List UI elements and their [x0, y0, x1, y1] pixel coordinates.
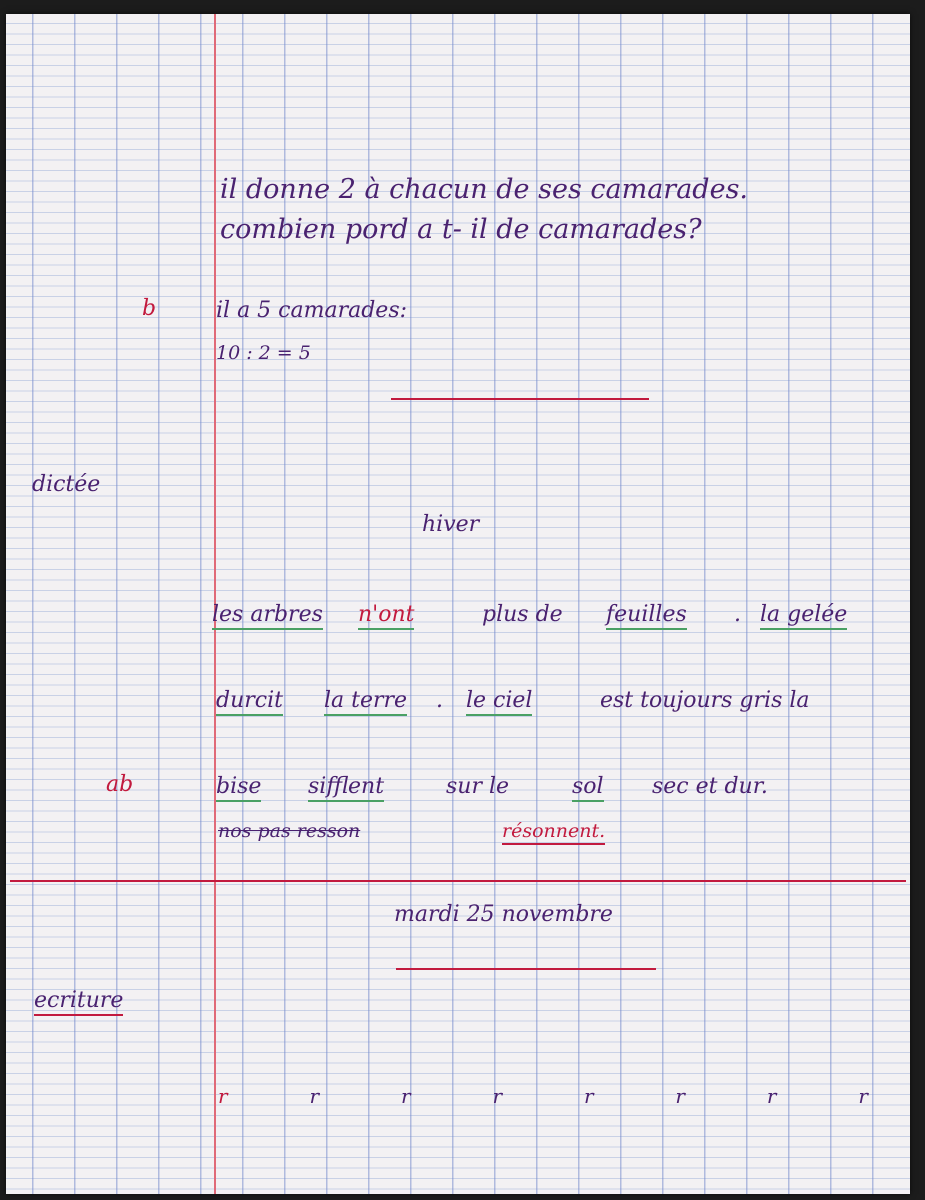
answer-sentence: il a 5 camarades:: [216, 298, 408, 323]
dictee-word: .: [436, 688, 443, 713]
struck-word: nos pas resson: [218, 820, 361, 842]
practice-letter: r: [309, 1084, 320, 1108]
practice-letter: r: [675, 1084, 685, 1108]
dictee-word: sur le: [446, 774, 510, 799]
date-heading: mardi 25 novembre: [394, 902, 613, 927]
practice-letter: r: [400, 1084, 411, 1108]
dictee-word: sec et dur.: [652, 774, 768, 799]
correction-word: résonnent.: [502, 822, 605, 845]
dictee-word: le ciel: [466, 690, 532, 716]
dictee-word: .: [734, 602, 741, 627]
dictee-label: dictée: [32, 472, 101, 497]
separator-line-1: [391, 398, 649, 400]
separator-line-2: [396, 968, 656, 970]
answer-calculation: 10 : 2 = 5: [216, 342, 311, 364]
dictee-word: durcit: [216, 690, 283, 716]
dictee-word: sifflent: [308, 776, 384, 802]
dictee-word: sol: [572, 776, 604, 802]
practice-letter: r: [583, 1084, 594, 1108]
dictee-word: plus de: [482, 602, 563, 627]
dictee-word: bise: [216, 776, 261, 802]
practice-letter: r: [492, 1084, 503, 1108]
dictee-word: la gelée: [760, 604, 847, 630]
dictee-word: feuilles: [606, 604, 687, 630]
ecriture-label: ecriture: [34, 990, 123, 1016]
margin-mark: ab: [106, 772, 134, 797]
problem-line-2: combien pord a t- il de camarades?: [220, 214, 702, 245]
answer-label: b: [142, 296, 157, 321]
writing-practice-row: [218, 1084, 868, 1108]
notebook-page: [6, 14, 910, 1194]
dictee-word: est toujours gris la: [600, 688, 810, 713]
dictee-word: la terre: [324, 690, 407, 716]
practice-letter: r: [766, 1084, 777, 1108]
practice-letter: r: [218, 1084, 228, 1108]
section-divider: [10, 880, 906, 882]
dictee-word: n'ont: [358, 604, 414, 630]
dictee-word: les arbres: [212, 604, 323, 630]
practice-letter: r: [858, 1084, 868, 1108]
dictee-title: hiver: [422, 512, 480, 537]
problem-line-1: il donne 2 à chacun de ses camarades.: [220, 174, 749, 205]
